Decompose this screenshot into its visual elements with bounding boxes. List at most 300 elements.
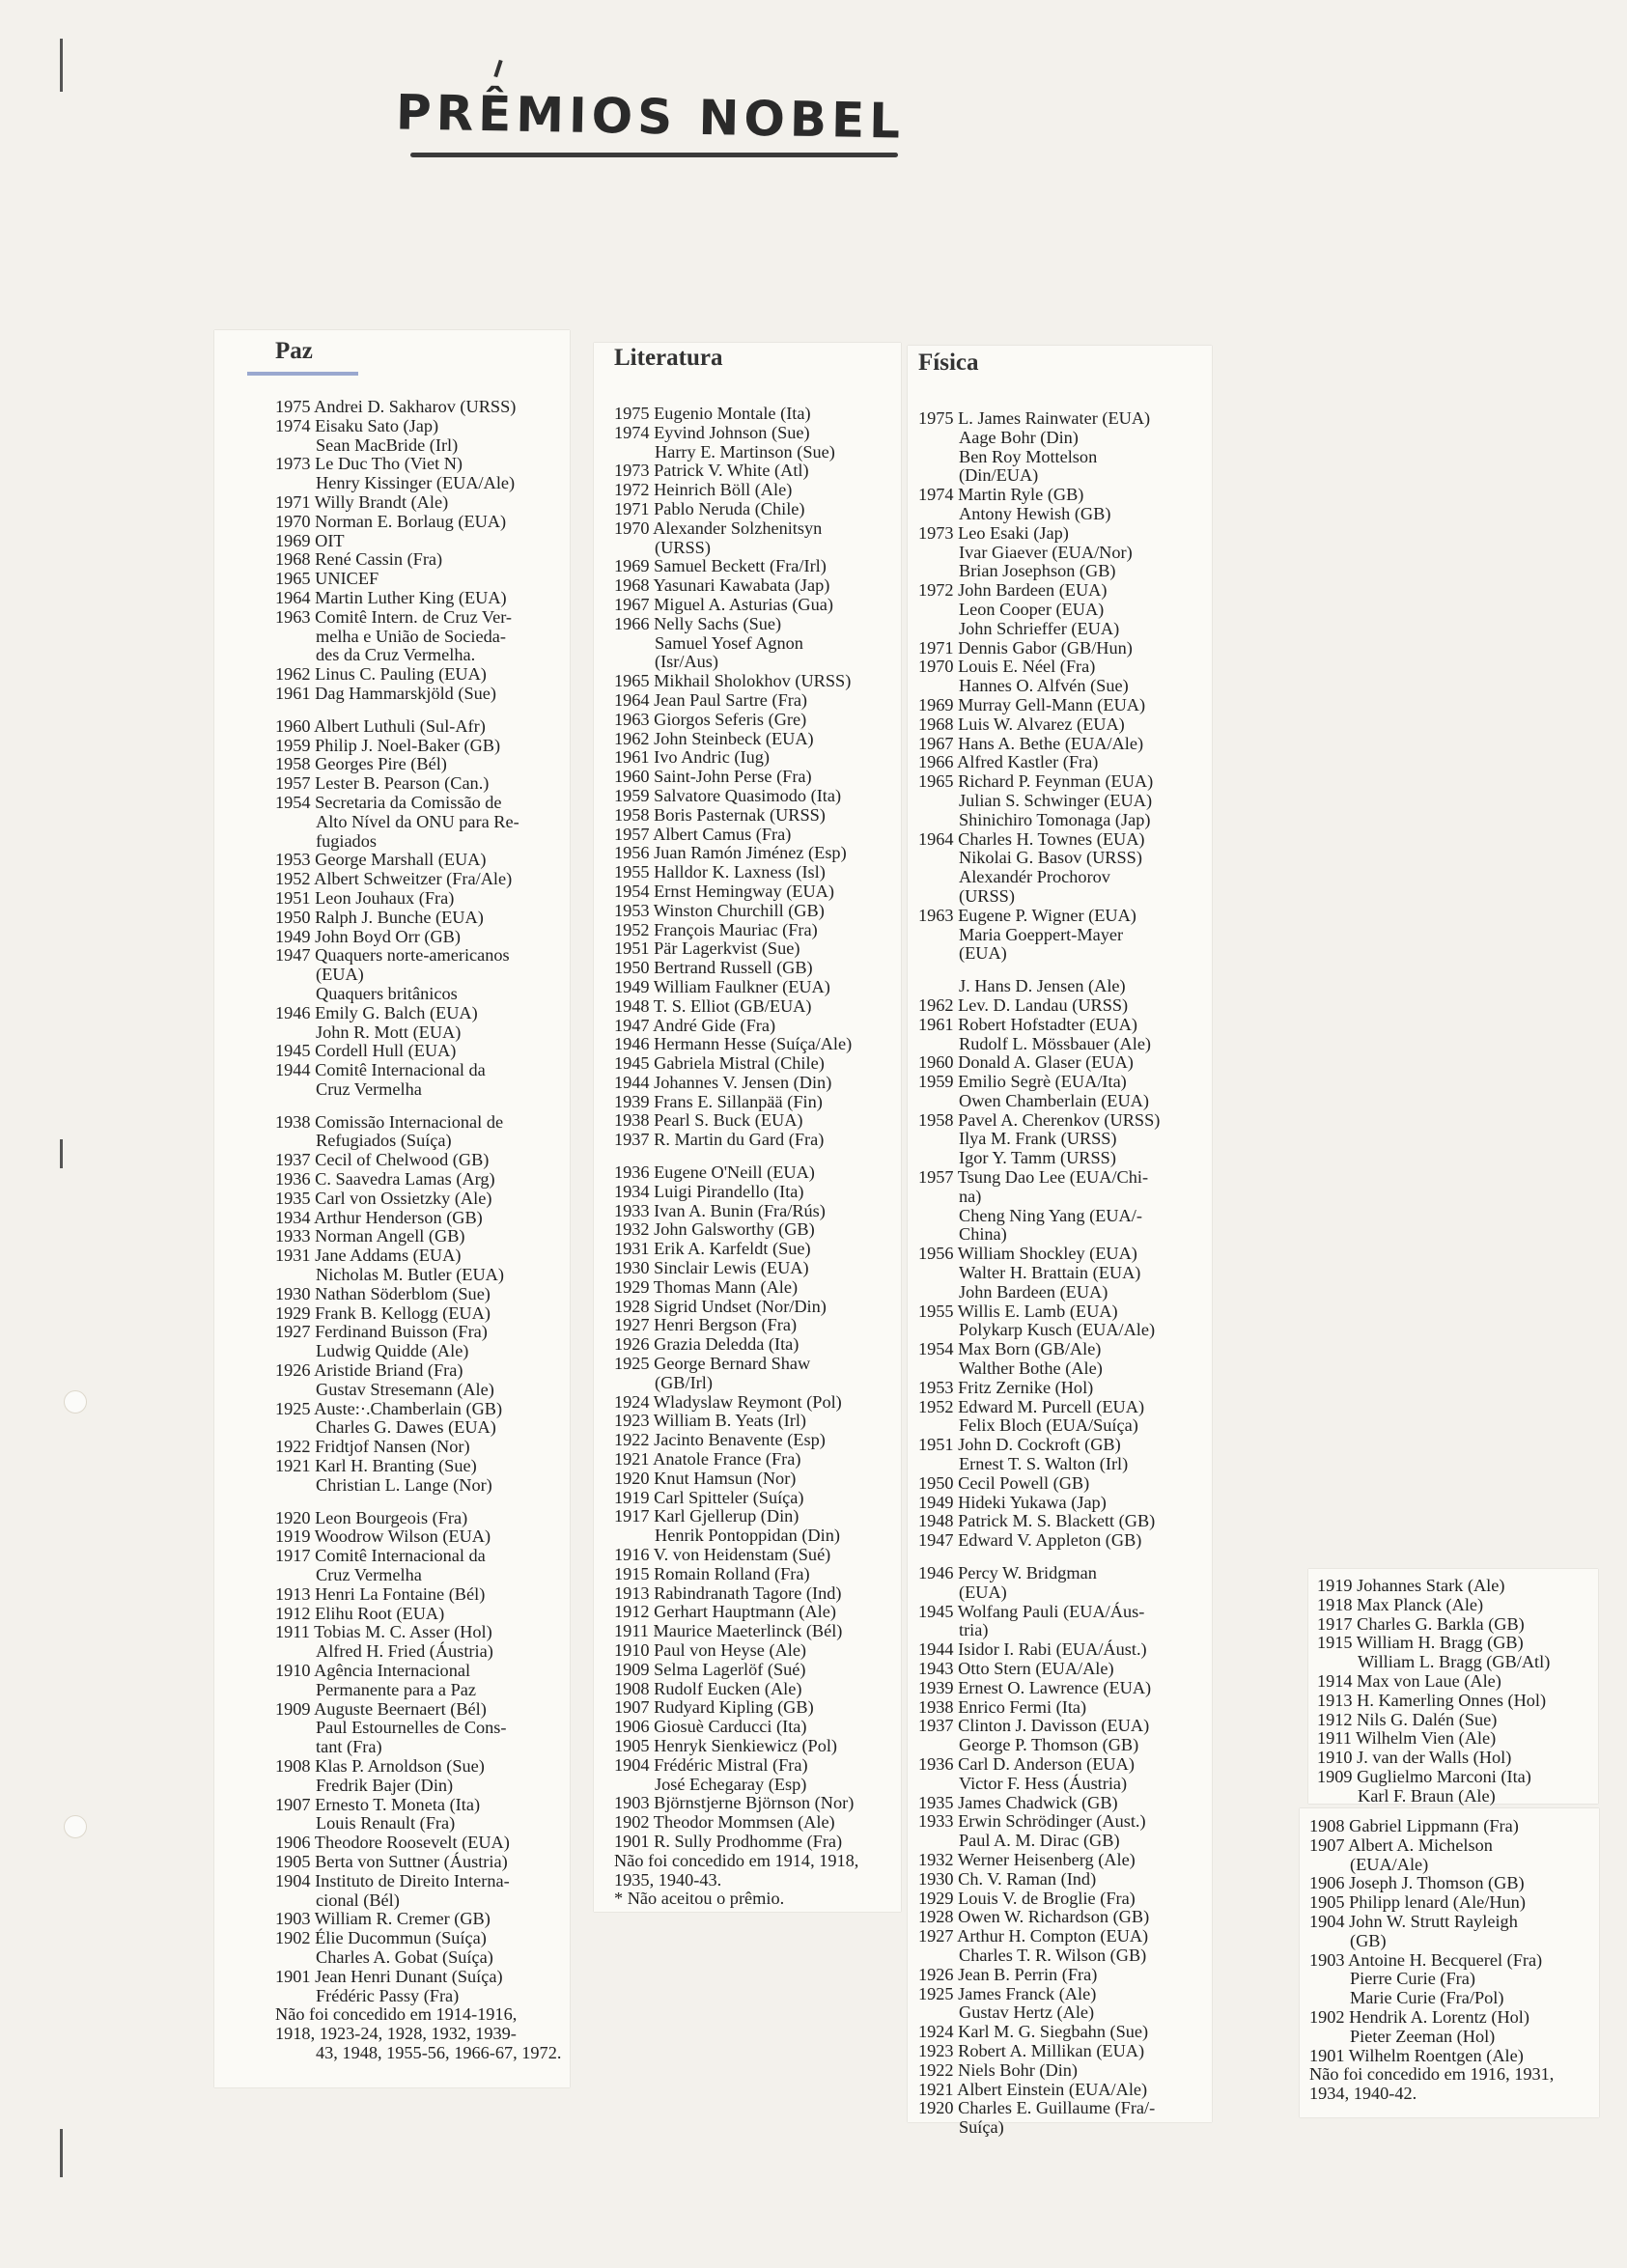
list-item: 1958 Pavel A. Cherenkov (URSS) <box>918 1109 1161 1130</box>
list-item: 1959 Salvatore Quasimodo (Ita) <box>614 785 842 805</box>
list-item: 1975 Eugenio Montale (Ita) <box>614 404 811 423</box>
list-item: 1903 William R. Cremer (GB) <box>275 1909 491 1929</box>
list-item: 1965 Mikhail Sholokhov (URSS) <box>614 671 852 691</box>
list-item: 1927 Ferdinand Buisson (Fra) <box>275 1322 488 1342</box>
list-item: 1961 Robert Hofstadter (EUA) <box>918 1014 1137 1034</box>
list-item: cional (Bél) <box>316 1890 400 1910</box>
list-item: 1935 James Chadwick (GB) <box>918 1792 1118 1812</box>
list-item: 1920 Charles E. Guillaume (Fra/- <box>918 2098 1156 2118</box>
column-fisica <box>918 350 1160 2138</box>
list-item: 1912 Elihu Root (EUA) <box>275 1603 445 1623</box>
list-item: 1936 Eugene O'Neill (EUA) <box>614 1162 815 1183</box>
list-item: 1934, 1940-42. <box>1309 2084 1417 2104</box>
list-item: Não foi concedido em 1914-1916, <box>275 2004 518 2025</box>
list-item: 1915 William H. Bragg (GB) <box>1317 1633 1524 1653</box>
list-item: 1919 Woodrow Wilson (EUA) <box>275 1526 491 1547</box>
list-item: 1937 R. Martin du Gard (Fra) <box>614 1130 825 1150</box>
list-item: Marie Curie (Fra/Pol) <box>1350 1988 1504 2008</box>
list-item: 1922 Niels Bohr (Din) <box>918 2059 1079 2080</box>
list-item: 1960 Donald A. Glaser (EUA) <box>918 1052 1134 1073</box>
list-item: 1904 John W. Strutt Rayleigh <box>1309 1911 1518 1931</box>
entries-fisica-cont-a <box>1317 1577 1550 1806</box>
list-item: 1909 Auguste Beernaert (Bél) <box>275 1698 487 1719</box>
list-item: J. Hans D. Jensen (Ale) <box>959 976 1126 996</box>
list-item: 1920 Knut Hamsun (Nor) <box>614 1468 797 1488</box>
list-item: 1946 Percy W. Bridgman <box>918 1563 1097 1583</box>
list-item: Nikolai G. Basov (URSS) <box>959 848 1142 868</box>
list-item: 1937 Cecil of Chelwood (GB) <box>275 1150 490 1170</box>
entries-fisica-cont-b <box>1309 1817 1554 2104</box>
list-item: 1958 Boris Pasternak (URSS) <box>614 804 826 825</box>
list-item: Refugiados (Suíça) <box>316 1131 452 1151</box>
list-item: 1909 Guglielmo Marconi (Ita) <box>1317 1766 1531 1786</box>
list-item: 1924 Wladyslaw Reymont (Pol) <box>614 1391 842 1412</box>
page-title: PRÊMIOS NOBEL <box>395 84 906 150</box>
list-item: 1937 Clinton J. Davisson (EUA) <box>918 1716 1150 1736</box>
list-item: Pierre Curie (Fra) <box>1350 1969 1475 1989</box>
list-item: (EUA/Ale) <box>1350 1854 1429 1874</box>
list-item: 1912 Gerhart Hauptmann (Ale) <box>614 1602 836 1622</box>
list-item: Christian L. Lange (Nor) <box>316 1474 492 1495</box>
list-item: 1926 Jean B. Perrin (Fra) <box>918 1964 1098 1984</box>
list-item: 1957 Tsung Dao Lee (EUA/Chi- <box>918 1167 1149 1188</box>
list-item: 1968 Luis W. Alvarez (EUA) <box>918 714 1125 734</box>
list-item: 1904 Instituto de Direito Interna- <box>275 1870 510 1890</box>
list-item: des da Cruz Vermelha. <box>316 645 476 665</box>
list-item: 1974 Eisaku Sato (Jap) <box>275 415 439 435</box>
column-title-paz: Paz <box>275 338 313 364</box>
list-item: 1951 Pär Lagerkvist (Sue) <box>614 938 800 959</box>
list-item: (Isr/Aus) <box>655 652 719 672</box>
list-item: 1961 Ivo Andric (Iug) <box>614 747 770 768</box>
list-item: 1902 Theodor Mommsen (Ale) <box>614 1812 835 1833</box>
list-item: Brian Josephson (GB) <box>959 561 1116 581</box>
list-item: (GB) <box>1350 1930 1387 1950</box>
list-item: (Din/EUA) <box>959 465 1039 486</box>
list-item: 1960 Saint-John Perse (Fra) <box>614 767 812 787</box>
list-item: Suíça) <box>959 2117 1004 2138</box>
list-item: 1912 Nils G. Dalén (Sue) <box>1317 1709 1498 1729</box>
list-item: 1910 Paul von Heyse (Ale) <box>614 1640 807 1660</box>
list-item: 1971 Dennis Gabor (GB/Hun) <box>918 637 1133 658</box>
list-item: 1966 Alfred Kastler (Fra) <box>918 752 1099 772</box>
list-item: 1905 Henryk Sienkiewicz (Pol) <box>614 1735 838 1755</box>
section-gap <box>275 1496 561 1509</box>
list-item: 1933 Norman Angell (GB) <box>275 1226 465 1246</box>
list-item: 1934 Luigi Pirandello (Ita) <box>614 1181 804 1201</box>
list-item: 1917 Charles G. Barkla (GB) <box>1317 1613 1525 1634</box>
column-paz <box>275 338 561 2063</box>
list-item: 1957 Lester B. Pearson (Can.) <box>275 773 490 794</box>
list-item: 1932 John Galsworthy (GB) <box>614 1219 815 1240</box>
list-item: 1948 T. S. Elliot (GB/EUA) <box>614 995 812 1016</box>
list-item: 1949 John Boyd Orr (GB) <box>275 926 461 946</box>
list-item: 1906 Giosuè Carducci (Ita) <box>614 1717 807 1737</box>
list-item: 1936 C. Saavedra Lamas (Arg) <box>275 1169 495 1190</box>
list-item: 1959 Emilio Segrè (EUA/Ita) <box>918 1072 1127 1092</box>
list-item: Hannes O. Alfvén (Sue) <box>959 676 1129 696</box>
punch-hole <box>64 1815 87 1838</box>
list-item: 1903 Antoine H. Becquerel (Fra) <box>1309 1949 1543 1970</box>
list-item: Ludwig Quidde (Ale) <box>316 1341 469 1361</box>
list-item: 1918, 1923-24, 1928, 1932, 1939- <box>275 2024 517 2044</box>
list-item: 1938 Enrico Fermi (Ita) <box>918 1696 1087 1717</box>
list-item: 1933 Ivan A. Bunin (Fra/Rús) <box>614 1200 826 1220</box>
list-item: (EUA) <box>959 943 1007 964</box>
list-item: 1959 Philip J. Noel-Baker (GB) <box>275 735 501 755</box>
list-item: (EUA) <box>316 965 364 985</box>
list-item: Polykarp Kusch (EUA/Ale) <box>959 1320 1156 1340</box>
list-item: 1925 Auste:·.Chamberlain (GB) <box>275 1398 503 1418</box>
list-item: 1921 Albert Einstein (EUA/Ale) <box>918 2079 1148 2099</box>
list-item: 1910 J. van der Walls (Hol) <box>1317 1748 1512 1768</box>
list-item: 1965 UNICEF <box>275 569 379 589</box>
list-item: Quaquers britânicos <box>316 983 458 1003</box>
list-item: 1921 Karl H. Branting (Sue) <box>275 1456 477 1476</box>
list-item: 1968 René Cassin (Fra) <box>275 549 443 570</box>
pencil-mark <box>60 39 63 92</box>
list-item: 43, 1948, 1955-56, 1966-67, 1972. <box>316 2042 562 2062</box>
column-fisica-cont-a <box>1317 1577 1550 1806</box>
list-item: (EUA) <box>959 1582 1007 1602</box>
list-item: Frédéric Passy (Fra) <box>316 1985 460 2005</box>
list-item: 1974 Eyvind Johnson (Sue) <box>614 422 810 442</box>
list-item: tant (Fra) <box>316 1737 382 1757</box>
list-item: Walther Bothe (Ale) <box>959 1358 1103 1379</box>
list-item: 1913 Henri La Fontaine (Bél) <box>275 1583 486 1604</box>
list-item: 1930 Sinclair Lewis (EUA) <box>614 1258 809 1278</box>
list-item: 1927 Henri Bergson (Fra) <box>614 1315 798 1335</box>
list-item: 1972 John Bardeen (EUA) <box>918 580 1108 601</box>
list-item: Pieter Zeeman (Hol) <box>1350 2026 1496 2046</box>
list-item: Igor Y. Tamm (URSS) <box>959 1148 1116 1168</box>
list-item: melha e União de Socieda- <box>316 626 506 646</box>
list-item: 1906 Joseph J. Thomson (GB) <box>1309 1873 1525 1893</box>
list-item: Sean MacBride (Irl) <box>316 434 459 455</box>
entries-fisica <box>918 409 1160 2138</box>
list-item: Cruz Vermelha <box>316 1078 422 1099</box>
list-item: Victor F. Hess (Áustria) <box>959 1773 1128 1793</box>
list-item: 1911 Maurice Maeterlinck (Bél) <box>614 1621 843 1641</box>
list-item: Permanente para a Paz <box>316 1679 476 1699</box>
list-item: 1938 Pearl S. Buck (EUA) <box>614 1110 803 1131</box>
list-item: Gustav Hertz (Ale) <box>959 2002 1095 2023</box>
list-item: 1954 Ernst Hemingway (EUA) <box>614 881 834 901</box>
list-item: 1930 Ch. V. Raman (Ind) <box>918 1868 1097 1889</box>
list-item: 1973 Le Duc Tho (Viet N) <box>275 454 463 474</box>
list-item: 1968 Yasunari Kawabata (Jap) <box>614 575 830 596</box>
list-item: 1949 Hideki Yukawa (Jap) <box>918 1492 1107 1512</box>
list-item: 1929 Louis V. de Broglie (Fra) <box>918 1888 1136 1908</box>
list-item: na) <box>959 1186 982 1206</box>
list-item: 1923 Robert A. Millikan (EUA) <box>918 2040 1145 2060</box>
list-item: (GB/Irl) <box>655 1372 713 1392</box>
list-item: 1907 Ernesto T. Moneta (Ita) <box>275 1794 481 1814</box>
list-item: 1929 Frank B. Kellogg (EUA) <box>275 1302 491 1323</box>
list-item: 1924 Karl M. G. Siegbahn (Sue) <box>918 2022 1149 2042</box>
section-gap <box>275 704 561 717</box>
list-item: William L. Bragg (GB/Atl) <box>1358 1652 1551 1672</box>
list-item: 1965 Richard P. Feynman (EUA) <box>918 771 1154 792</box>
list-item: Samuel Yosef Agnon <box>655 632 803 653</box>
list-item: 1955 Willis E. Lamb (EUA) <box>918 1301 1118 1321</box>
list-item: 1922 Fridtjof Nansen (Nor) <box>275 1437 470 1457</box>
pencil-mark <box>60 1139 63 1168</box>
list-item: 1967 Miguel A. Asturias (Gua) <box>614 594 833 614</box>
list-item: 1938 Comissão Internacional de <box>275 1111 504 1132</box>
list-item: 1944 Johannes V. Jensen (Din) <box>614 1072 832 1092</box>
list-item: 1970 Norman E. Borlaug (EUA) <box>275 511 507 531</box>
list-item: 1908 Rudolf Eucken (Ale) <box>614 1678 802 1698</box>
punch-hole <box>64 1390 87 1414</box>
list-item: Leon Cooper (EUA) <box>959 599 1105 619</box>
list-item: 1970 Alexander Solzhenitsyn <box>614 518 823 538</box>
list-item: Henry Kissinger (EUA/Ale) <box>316 473 516 493</box>
section-gap <box>614 1150 858 1163</box>
list-item: 1963 Comitê Intern. de Cruz Ver- <box>275 606 513 627</box>
list-item: 1954 Max Born (GB/Ale) <box>918 1339 1102 1359</box>
list-item: 1903 Björnstjerne Björnson (Nor) <box>614 1793 855 1813</box>
list-item: 1951 John D. Cockroft (GB) <box>918 1435 1121 1455</box>
list-item: 1975 Andrei D. Sakharov (URSS) <box>275 397 517 416</box>
list-item: 1901 Jean Henri Dunant (Suíça) <box>275 1966 503 1986</box>
list-item: tria) <box>959 1620 989 1640</box>
list-item: 1928 Owen W. Richardson (GB) <box>918 1907 1150 1927</box>
list-item: 1972 Heinrich Böll (Ale) <box>614 480 793 500</box>
list-item: 1973 Leo Esaki (Jap) <box>918 522 1069 543</box>
list-item: 1929 Thomas Mann (Ale) <box>614 1276 799 1297</box>
list-item: Não foi concedido em 1914, 1918, <box>614 1850 859 1870</box>
list-item: 1947 André Gide (Fra) <box>614 1015 776 1035</box>
list-item: 1908 Klas P. Arnoldson (Sue) <box>275 1755 485 1776</box>
list-item: 1964 Jean Paul Sartre (Fra) <box>614 689 808 710</box>
list-item: 1951 Leon Jouhaux (Fra) <box>275 887 455 908</box>
list-item: 1971 Willy Brandt (Ale) <box>275 491 449 512</box>
list-item: 1953 George Marshall (EUA) <box>275 850 487 870</box>
list-item: Rudolf L. Mössbauer (Ale) <box>959 1033 1152 1053</box>
list-item: 1901 R. Sully Prodhomme (Fra) <box>614 1831 843 1851</box>
list-item: 1949 William Faulkner (EUA) <box>614 976 830 996</box>
list-item: 1933 Erwin Schrödinger (Aust.) <box>918 1811 1146 1832</box>
list-item: 1955 Halldor K. Laxness (Isl) <box>614 862 826 882</box>
list-item: 1922 Jacinto Benavente (Esp) <box>614 1430 826 1450</box>
list-item: 1927 Arthur H. Compton (EUA) <box>918 1926 1149 1946</box>
column-title-fisica: Física <box>918 350 979 376</box>
list-item: 1950 Bertrand Russell (GB) <box>614 958 813 978</box>
list-item: 1915 Romain Rolland (Fra) <box>614 1563 810 1583</box>
list-item: 1916 V. von Heidenstam (Sué) <box>614 1545 831 1565</box>
list-item: Nicholas M. Butler (EUA) <box>316 1265 504 1285</box>
list-item: Ivar Giaever (EUA/Nor) <box>959 542 1133 562</box>
title-underline <box>410 153 898 157</box>
list-item: 1945 Cordell Hull (EUA) <box>275 1041 457 1061</box>
list-item: 1931 Jane Addams (EUA) <box>275 1246 462 1266</box>
list-item: Cruz Vermelha <box>316 1565 422 1585</box>
list-item: Ilya M. Frank (URSS) <box>959 1129 1117 1149</box>
list-item: Charles A. Gobat (Suíça) <box>316 1946 493 1967</box>
list-item: 1973 Patrick V. White (Atl) <box>614 461 809 481</box>
pencil-mark <box>60 2129 63 2177</box>
list-item: Julian S. Schwinger (EUA) <box>959 790 1153 810</box>
title-accent-mark <box>493 60 502 77</box>
column-fisica-cont-b <box>1309 1817 1554 2104</box>
list-item: 1944 Isidor I. Rabi (EUA/Áust.) <box>918 1639 1147 1660</box>
list-item: Alexandér Prochorov <box>959 867 1110 887</box>
list-item: 1952 Albert Schweitzer (Fra/Ale) <box>275 869 513 889</box>
list-item: 1923 William B. Yeats (Irl) <box>614 1411 806 1431</box>
list-item: 1926 Aristide Briand (Fra) <box>275 1360 463 1381</box>
list-item: 1960 Albert Luthuli (Sul-Afr) <box>275 715 486 736</box>
list-item: Owen Chamberlain (EUA) <box>959 1090 1149 1110</box>
list-item: 1939 Frans E. Sillanpää (Fin) <box>614 1091 823 1111</box>
section-gap <box>275 1100 561 1113</box>
list-item: Cheng Ning Yang (EUA/- <box>959 1205 1142 1225</box>
list-item: 1950 Ralph J. Bunche (EUA) <box>275 907 484 927</box>
list-item: 1969 OIT <box>275 530 345 550</box>
list-item: John Schrieffer (EUA) <box>959 618 1120 638</box>
list-item: Não foi concedido em 1916, 1931, <box>1309 2064 1555 2085</box>
list-item: Louis Renault (Fra) <box>316 1813 456 1834</box>
list-item: Charles G. Dawes (EUA) <box>316 1417 496 1438</box>
list-item: 1925 James Franck (Ale) <box>918 1983 1097 2003</box>
list-item: 1962 Lev. D. Landau (URSS) <box>918 994 1129 1015</box>
list-item: 1963 Giorgos Seferis (Gre) <box>614 709 807 729</box>
list-item: 1902 Élie Ducommun (Suíça) <box>275 1928 487 1948</box>
list-item: Gustav Stresemann (Ale) <box>316 1379 494 1399</box>
list-item: 1914 Max von Laue (Ale) <box>1317 1670 1501 1691</box>
list-item: Walter H. Brattain (EUA) <box>959 1263 1141 1283</box>
list-item: 1901 Wilhelm Roentgen (Ale) <box>1309 2045 1524 2065</box>
list-item: 1954 Secretaria da Comissão de <box>275 792 502 812</box>
list-item: 1935 Carl von Ossietzky (Ale) <box>275 1188 492 1208</box>
list-item: 1920 Leon Bourgeois (Fra) <box>275 1507 468 1527</box>
list-item: 1947 Edward V. Appleton (GB) <box>918 1530 1142 1551</box>
list-item: Aage Bohr (Din) <box>959 427 1079 447</box>
entries-paz <box>275 398 561 2063</box>
list-item: 1904 Frédéric Mistral (Fra) <box>614 1754 808 1775</box>
list-item: 1966 Nelly Sachs (Sue) <box>614 613 782 633</box>
list-item: Maria Goeppert-Mayer <box>959 924 1124 944</box>
section-gap <box>918 964 1160 977</box>
list-item: 1969 Murray Gell-Mann (EUA) <box>918 694 1146 714</box>
list-item: Ernest T. S. Walton (Irl) <box>959 1454 1129 1474</box>
list-item: 1913 H. Kamerling Onnes (Hol) <box>1317 1690 1547 1710</box>
list-item: 1948 Patrick M. S. Blackett (GB) <box>918 1511 1156 1531</box>
list-item: 1905 Philipp lenard (Ale/Hun) <box>1309 1892 1526 1913</box>
list-item: 1931 Erik A. Karfeldt (Sue) <box>614 1239 811 1259</box>
list-item: 1911 Wilhelm Vien (Ale) <box>1317 1728 1497 1749</box>
list-item: 1964 Charles H. Townes (EUA) <box>918 828 1145 849</box>
list-item: 1909 Selma Lagerlöf (Sué) <box>614 1659 806 1679</box>
list-item: fugiados <box>316 830 377 851</box>
list-item: 1958 Georges Pire (Bél) <box>275 754 447 774</box>
list-item: 1956 Juan Ramón Jiménez (Esp) <box>614 843 847 863</box>
list-item: Alfred H. Fried (Áustria) <box>316 1641 493 1662</box>
list-item: John R. Mott (EUA) <box>316 1022 462 1042</box>
list-item: 1919 Johannes Stark (Ale) <box>1317 1576 1505 1595</box>
list-item: 1918 Max Planck (Ale) <box>1317 1594 1484 1614</box>
list-item: Henrik Pontoppidan (Din) <box>655 1526 840 1546</box>
list-item: 1956 William Shockley (EUA) <box>918 1244 1137 1264</box>
list-item: 1930 Nathan Söderblom (Sue) <box>275 1283 491 1303</box>
list-item: 1946 Hermann Hesse (Suíça/Ale) <box>614 1034 853 1054</box>
list-item: Shinichiro Tomonaga (Jap) <box>959 809 1151 829</box>
list-item: Antony Hewish (GB) <box>959 503 1111 523</box>
list-item: 1957 Albert Camus (Fra) <box>614 824 792 844</box>
list-item: 1974 Martin Ryle (GB) <box>918 485 1084 505</box>
list-item: 1907 Albert A. Michelson <box>1309 1834 1493 1855</box>
column-title-literatura: Literatura <box>614 345 723 371</box>
list-item: Fredrik Bajer (Din) <box>316 1775 454 1795</box>
list-item: 1919 Carl Spitteler (Suíça) <box>614 1487 804 1507</box>
list-item: (URSS) <box>959 885 1015 906</box>
list-item: 1961 Dag Hammarskjöld (Sue) <box>275 683 496 703</box>
column-literatura <box>614 345 858 1909</box>
list-item: 1925 George Bernard Shaw <box>614 1354 811 1374</box>
list-item: Harry E. Martinson (Sue) <box>655 441 835 462</box>
list-item: Paul Estournelles de Cons- <box>316 1718 507 1738</box>
list-item: 1902 Hendrik A. Lorentz (Hol) <box>1309 2006 1529 2027</box>
list-item: 1913 Rabindranath Tagore (Ind) <box>614 1582 842 1603</box>
list-item: Karl F. Braun (Ale) <box>1358 1785 1496 1806</box>
list-item: 1962 Linus C. Pauling (EUA) <box>275 664 487 685</box>
entries-literatura <box>614 405 858 1909</box>
list-item: China) <box>959 1224 1007 1245</box>
list-item: 1944 Comitê Internacional da <box>275 1060 486 1080</box>
list-item: 1939 Ernest O. Lawrence (EUA) <box>918 1677 1152 1697</box>
list-item: 1917 Karl Gjellerup (Din) <box>614 1506 799 1526</box>
list-item: 1936 Carl D. Anderson (EUA) <box>918 1753 1135 1774</box>
list-item: 1906 Theodore Roosevelt (EUA) <box>275 1833 510 1853</box>
list-item: 1953 Winston Churchill (GB) <box>614 900 825 920</box>
list-item: 1905 Berta von Suttner (Áustria) <box>275 1851 508 1871</box>
list-item: 1911 Tobias M. C. Asser (Hol) <box>275 1622 492 1642</box>
list-item: * Não aceitou o prêmio. <box>614 1889 785 1909</box>
list-item: (URSS) <box>655 537 711 557</box>
list-item: 1935, 1940-43. <box>614 1869 722 1890</box>
list-item: 1932 Werner Heisenberg (Ale) <box>918 1849 1136 1869</box>
list-item: 1907 Rudyard Kipling (GB) <box>614 1697 814 1718</box>
list-item: 1950 Cecil Powell (GB) <box>918 1472 1090 1493</box>
list-item: 1943 Otto Stern (EUA/Ale) <box>918 1659 1114 1678</box>
list-item: 1964 Martin Luther King (EUA) <box>275 587 507 607</box>
list-item: 1926 Grazia Deledda (Ita) <box>614 1334 799 1355</box>
list-item: George P. Thomson (GB) <box>959 1735 1139 1755</box>
list-item: 1952 François Mauriac (Fra) <box>614 919 818 939</box>
list-item: 1963 Eugene P. Wigner (EUA) <box>918 905 1136 925</box>
list-item: 1971 Pablo Neruda (Chile) <box>614 498 805 518</box>
list-item: Felix Bloch (EUA/Suíça) <box>959 1415 1138 1436</box>
list-item: John Bardeen (EUA) <box>959 1281 1108 1302</box>
list-item: 1969 Samuel Beckett (Fra/Irl) <box>614 556 827 576</box>
list-item: 1953 Fritz Zernike (Hol) <box>918 1377 1094 1397</box>
list-item: Paul A. M. Dirac (GB) <box>959 1831 1120 1851</box>
list-item: 1962 John Steinbeck (EUA) <box>614 728 814 748</box>
section-gap <box>918 1551 1160 1564</box>
list-item: Charles T. R. Wilson (GB) <box>959 1945 1147 1965</box>
list-item: 1970 Louis E. Néel (Fra) <box>918 657 1096 677</box>
list-item: José Echegaray (Esp) <box>655 1774 807 1794</box>
list-item: 1908 Gabriel Lippmann (Fra) <box>1309 1816 1519 1835</box>
list-item: 1934 Arthur Henderson (GB) <box>275 1207 483 1227</box>
list-item: 1967 Hans A. Bethe (EUA/Ale) <box>918 733 1144 753</box>
list-item: 1946 Emily G. Balch (EUA) <box>275 1002 478 1022</box>
list-item: 1945 Gabriela Mistral (Chile) <box>614 1053 825 1074</box>
list-item: 1945 Wolfang Pauli (EUA/Áus- <box>918 1601 1145 1621</box>
list-item: 1921 Anatole France (Fra) <box>614 1449 801 1470</box>
list-item: 1952 Edward M. Purcell (EUA) <box>918 1396 1145 1416</box>
list-item: 1910 Agência Internacional <box>275 1661 471 1680</box>
